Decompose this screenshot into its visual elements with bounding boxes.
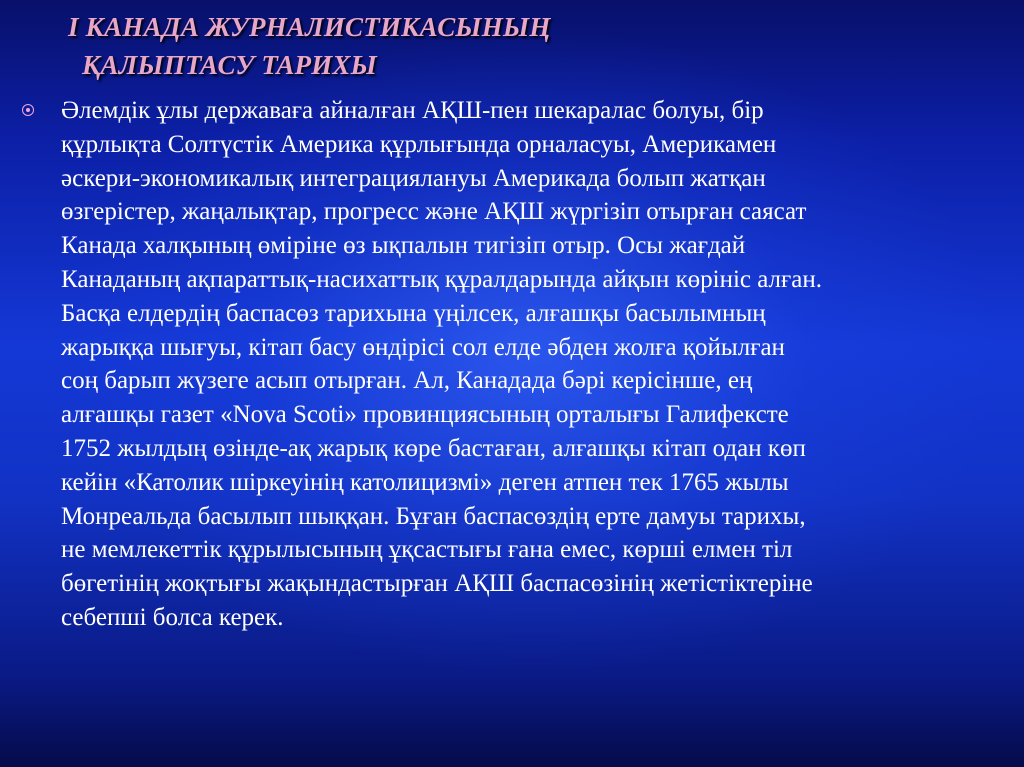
bullet-paragraph bbox=[61, 94, 1007, 635]
circle-bullet-icon bbox=[22, 104, 34, 116]
paragraph-line: кейін «Католик шіркеуінің католицизмі» деген атпен тек 1765 жылы bbox=[61, 468, 789, 496]
paragraph-line: Басқа елдердің баспасөз тарихына үңілсек, алғашқы басылымның bbox=[61, 299, 766, 327]
paragraph-line: не мемлекеттік құрылысының ұқсастығы ғана емес, көрші елмен тіл bbox=[61, 536, 793, 564]
paragraph-line: бөгетінің жоқтығы жақындастырған АҚШ баспасөзінің жетістіктеріне bbox=[61, 570, 813, 598]
slide-title bbox=[68, 8, 968, 84]
slide-title-line-2: ҚАЛЫПТАСУ ТАРИХЫ bbox=[82, 50, 378, 80]
paragraph-line: әскери-экономикалық интеграциялануы Америкада болып жатқан bbox=[61, 164, 766, 192]
paragraph-line: соң барып жүзеге асып отырған. Ал, Канадада бәрі керісінше, ең bbox=[61, 367, 753, 395]
paragraph-line: 1752 жылдың өзінде-ақ жарық көре бастаған, алғашқы кітап одан көп bbox=[61, 434, 806, 462]
paragraph-line: себепші болса керек. bbox=[61, 603, 284, 631]
paragraph-line: Әлемдік ұлы державаға айналған АҚШ-пен шекаралас болуы, бір bbox=[61, 97, 764, 124]
paragraph-line: өзгерістер, жаңалықтар, прогресс және АҚШ жүргізіп отырған саясат bbox=[61, 198, 807, 226]
paragraph-line: құрлықта Солтүстік Америка құрлығында орналасуы, Америкамен bbox=[61, 130, 777, 158]
paragraph-line: Канаданың ақпараттық-насихаттық құралдарында айқын көрініс алған. bbox=[61, 265, 823, 293]
paragraph-line: Канада халқының өміріне өз ықпалын тигізіп отыр. Осы жағдай bbox=[61, 232, 746, 260]
paragraph-line: алғашқы газет «Nova Scoti» провинциясының орталығы Галифексте bbox=[61, 401, 789, 429]
paragraph-line: жарыққа шығуы, кітап басу өндірісі сол елде әбден жолға қойылған bbox=[61, 333, 785, 361]
slide-title-line-1: I КАНАДА ЖУРНАЛИСТИКАСЫНЫҢ bbox=[68, 12, 551, 42]
paragraph-line: Монреальда басылып шыққан. Бұған баспасөздің ерте дамуы тарихы, bbox=[61, 502, 806, 530]
